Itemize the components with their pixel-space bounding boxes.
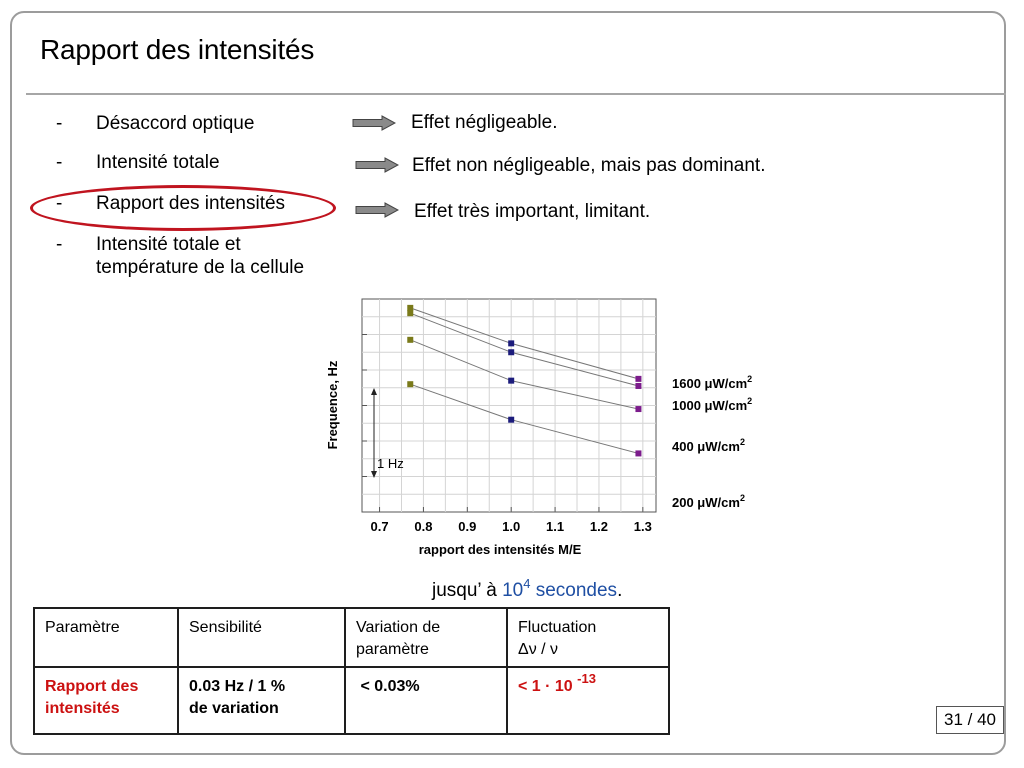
variation-value: < 0.03% [360, 678, 420, 695]
sensitivity-cell [178, 667, 345, 734]
data-point [635, 383, 641, 389]
bullet-dash: - [56, 152, 63, 173]
x-axis-label: rapport des intensités M/E [418, 542, 582, 557]
header-cell [507, 608, 669, 667]
data-point [508, 417, 514, 423]
data-point [407, 305, 413, 311]
parameter-table [33, 607, 670, 735]
series-label: 200 $\mu W/cm^2$ [672, 493, 745, 510]
data-point [407, 337, 413, 343]
highlight-ellipse [30, 185, 336, 231]
data-point [635, 406, 641, 412]
param-name-line2: intensités [45, 700, 120, 717]
x-tick-label: 1.0 [502, 519, 521, 534]
bullet-label: Rapport des intensités [96, 193, 286, 214]
frequency-chart [300, 285, 780, 565]
header-cell [178, 608, 345, 667]
page-number: 31 / 40 [936, 706, 1004, 734]
data-point [508, 340, 514, 346]
header-label-line2: Δν / ν [518, 641, 559, 658]
bullet-item [56, 112, 356, 135]
header-label-line2: paramètre [356, 641, 429, 658]
series-label-exponent: 2 [739, 437, 745, 447]
x-tick-label: 0.8 [414, 519, 433, 534]
bullet-item [56, 233, 356, 279]
series-label-exponent: 2 [747, 396, 753, 406]
x-tick-label: 1.2 [589, 519, 608, 534]
duration-note-end: . [617, 580, 623, 601]
table-header-row [34, 608, 669, 667]
data-point [407, 310, 413, 316]
duration-note-exponent: 4 [523, 576, 531, 591]
header-label: Variation de [356, 619, 441, 636]
x-tick-label: 1.3 [633, 519, 652, 534]
slide-title: Rapport des intensités [40, 34, 315, 65]
header-label: Fluctuation [518, 619, 597, 636]
bullet-label: Intensité totale [96, 152, 220, 173]
arrow-right-icon [355, 157, 399, 173]
header-cell [34, 608, 178, 667]
fluctuation-value: < 1 · 10 [518, 678, 573, 695]
title-divider [26, 93, 1006, 95]
data-point [407, 381, 413, 387]
series-label-exponent: 2 [739, 493, 745, 503]
bullet-item [56, 151, 356, 174]
arrow-right-icon [355, 202, 399, 218]
bullet-dash: - [56, 193, 63, 214]
duration-note-suffix: secondes [530, 580, 618, 601]
arrow-right-icon [352, 115, 396, 131]
series-label-exponent: 2 [747, 374, 753, 384]
bullet-dash: - [56, 113, 63, 134]
effect-text: Effet non négligeable, mais pas dominant. [412, 155, 766, 176]
effect-text: Effet très important, limitant. [414, 201, 651, 222]
data-point [508, 349, 514, 355]
header-label: Paramètre [45, 619, 120, 636]
duration-note-prefix: jusqu’ à [432, 580, 503, 601]
fluctuation-exponent: -13 [577, 671, 596, 686]
header-label: Sensibilité [189, 619, 262, 636]
series-labels [672, 374, 752, 510]
header-cell [345, 608, 507, 667]
x-tick-label: 1.1 [546, 519, 565, 534]
data-point [635, 376, 641, 382]
x-tick-label: 0.7 [370, 519, 389, 534]
duration-note [432, 576, 623, 602]
param-name: Rapport des [45, 678, 139, 695]
bullet-label: Désaccord optique [96, 113, 255, 134]
sensitivity-value: 0.03 Hz / 1 % [189, 678, 286, 695]
effect-text: Effet négligeable. [411, 112, 558, 133]
variation-cell [345, 667, 507, 734]
bullet-label-line2: température de la cellule [96, 257, 305, 278]
data-point [635, 450, 641, 456]
param-cell [34, 667, 178, 734]
series-label: 400 $\mu W/cm^2$ [672, 437, 745, 454]
y-axis-label: Frequence, Hz [325, 360, 340, 450]
sensitivity-value-line2: de variation [189, 700, 279, 717]
fluctuation-cell [507, 667, 669, 734]
duration-note-base: 10 [502, 580, 524, 601]
series-label: 1000 $\mu W/cm^2$ [672, 396, 753, 413]
scale-bar-label: 1 Hz [377, 456, 404, 471]
bullet-label: Intensité totale et [96, 234, 241, 255]
bullet-dash: - [56, 234, 63, 255]
series-label: 1600 $\mu W/cm^2$ [672, 374, 753, 391]
x-tick-label: 0.9 [458, 519, 477, 534]
table-row [34, 667, 669, 734]
data-point [508, 378, 514, 384]
